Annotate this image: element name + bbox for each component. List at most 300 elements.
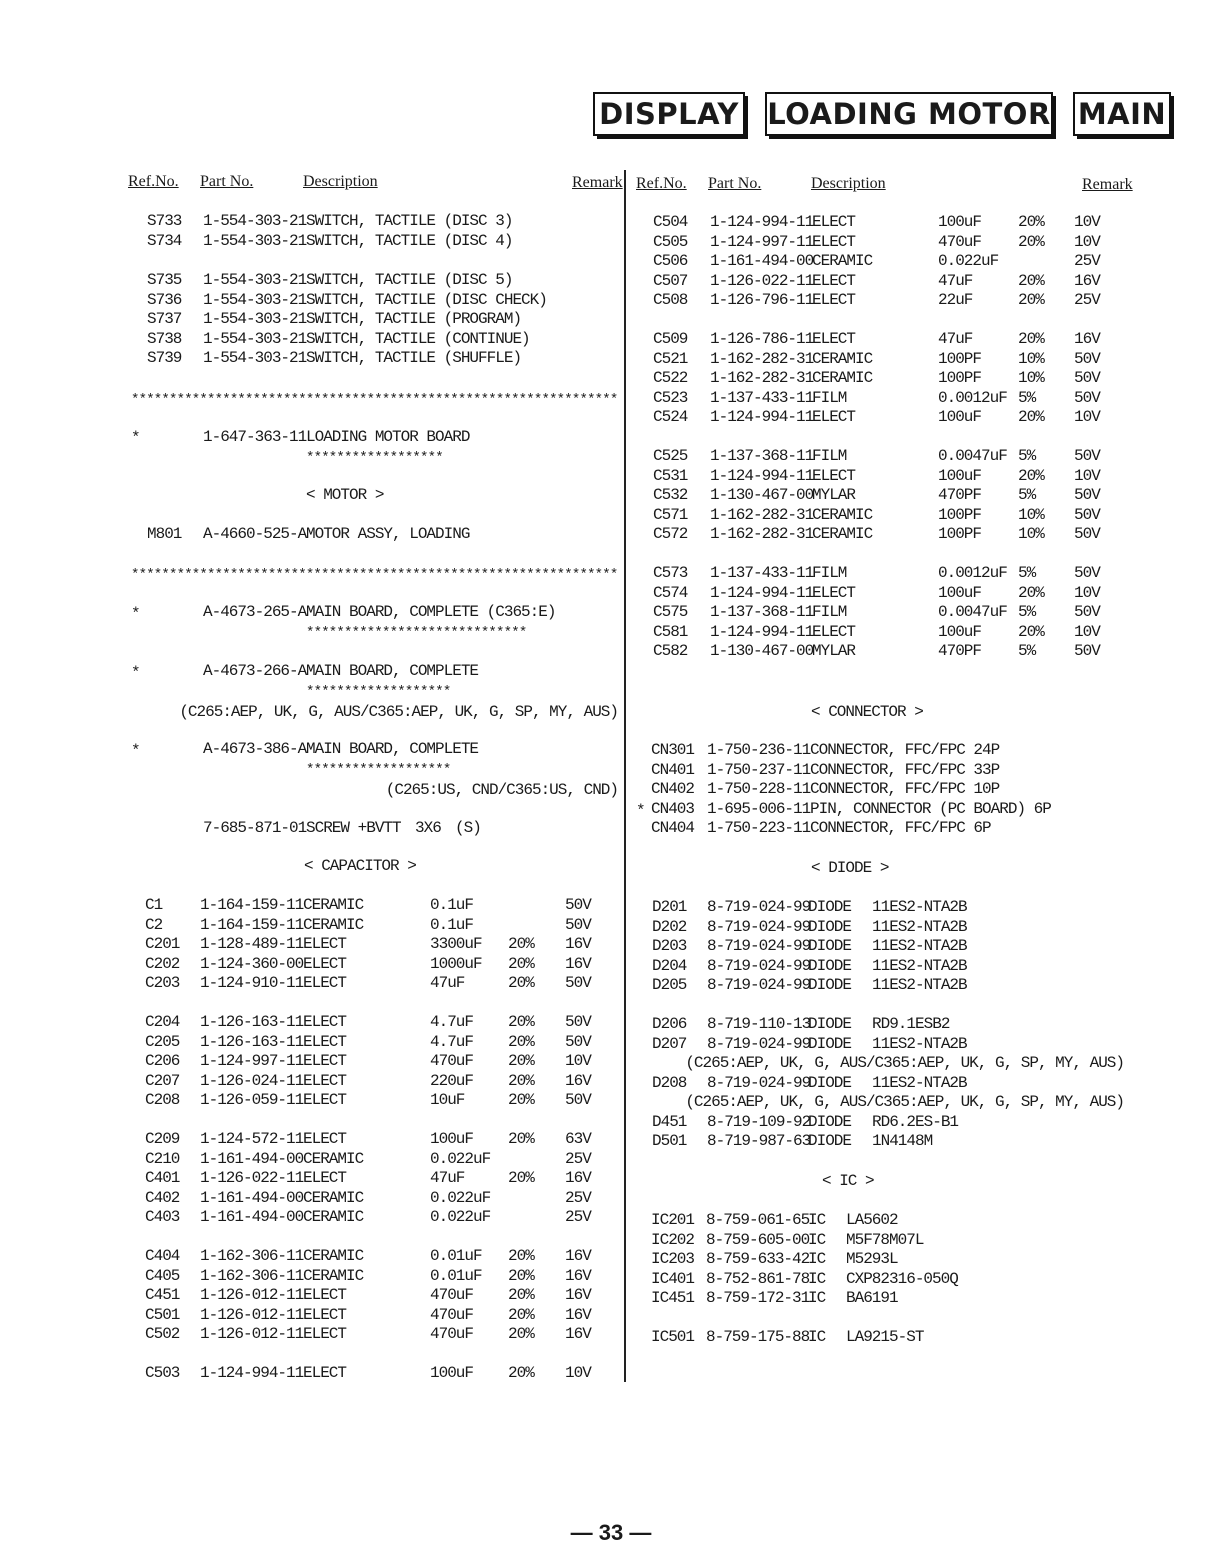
cap-value: 0.022uF (430, 1208, 491, 1226)
cap-voltage: 10V (565, 1364, 591, 1382)
cap-value: 100PF (938, 349, 982, 368)
cap-tolerance: 20% (508, 954, 534, 973)
cap-value: 0.01uF (430, 1266, 482, 1285)
cap-voltage: 50V (1074, 447, 1100, 465)
part-no: A-4673-386-A (203, 740, 307, 758)
ic-type: IC (808, 1269, 826, 1288)
ref-no: C205 (145, 1032, 180, 1051)
cap-value: 100uF (938, 213, 982, 231)
new-part-mark: * (636, 801, 645, 820)
board-stars: ******************* (306, 684, 451, 700)
part-no: 1-554-303-21 (203, 232, 307, 250)
cap-voltage: 25V (565, 1149, 591, 1168)
part-no: 1-161-494-00 (200, 1188, 304, 1207)
ref-no: C509 (653, 330, 688, 348)
part-no: 7-685-871-01 (203, 819, 307, 837)
part-no: 1-137-433-11 (710, 388, 814, 407)
ref-no: D203 (652, 937, 687, 955)
separator-stars: **************************************************************** (131, 567, 618, 583)
part-no: 8-719-110-13 (707, 1015, 811, 1033)
part-no: 1-162-306-11 (200, 1247, 304, 1265)
cap-tolerance: 20% (1018, 232, 1044, 251)
ic-name: CXP82316-050Q (846, 1269, 958, 1288)
part-no: 1-162-306-11 (200, 1266, 304, 1285)
cap-voltage: 16V (1074, 271, 1100, 290)
diode-name: 11ES2-NTA2B (872, 1073, 967, 1092)
part-no: 1-161-494-00 (200, 1208, 304, 1226)
cap-type: CERAMIC (812, 525, 873, 543)
cap-type: CERAMIC (303, 1208, 364, 1226)
new-part-mark: * (131, 664, 140, 682)
diode-type: DIODE (808, 1034, 852, 1053)
cap-tolerance: 20% (508, 974, 534, 992)
ref-no: IC501 (651, 1328, 695, 1346)
ref-no: S736 (147, 291, 182, 309)
ref-no: C581 (653, 622, 688, 641)
separator-stars: **************************************************************** (131, 392, 618, 408)
ic-type: IC (808, 1289, 826, 1307)
diode-name: 11ES2-NTA2B (872, 976, 967, 994)
cap-voltage: 50V (565, 1091, 591, 1109)
part-no: 1-162-282-31 (710, 505, 814, 524)
diode-type: DIODE (808, 1132, 852, 1150)
ic-type: IC (808, 1328, 826, 1346)
cap-tolerance: 10% (1018, 525, 1044, 543)
ref-no: C402 (145, 1188, 180, 1207)
cap-type: ELECT (303, 1032, 347, 1051)
ref-no: C575 (653, 603, 688, 621)
part-no: 8-719-024-99 (707, 937, 811, 955)
ref-no: D207 (652, 1034, 687, 1053)
ic-name: LA5602 (846, 1211, 898, 1229)
part-no: 1-126-059-11 (200, 1091, 304, 1109)
ref-no: IC203 (651, 1250, 695, 1268)
ref-no: CN404 (651, 819, 695, 837)
description: SWITCH, TACTILE (SHUFFLE) (306, 349, 522, 367)
part-no: 1-124-994-11 (710, 213, 814, 231)
ref-no: CN403 (651, 799, 695, 818)
cap-voltage: 50V (1074, 642, 1100, 660)
part-no: 1-124-994-11 (200, 1364, 304, 1382)
ref-no: C572 (653, 525, 688, 543)
part-no: 1-695-006-11 (707, 799, 811, 818)
part-no: 8-719-024-99 (707, 1034, 811, 1053)
cap-voltage: 10V (1074, 232, 1100, 251)
description: MAIN BOARD, COMPLETE (306, 662, 479, 680)
ref-no: C522 (653, 369, 688, 387)
ic-name: M5F78M07L (846, 1230, 924, 1249)
cap-tolerance: 20% (508, 1032, 534, 1051)
ref-no: S738 (147, 330, 182, 348)
part-no: 1-554-303-21 (203, 310, 307, 328)
ref-no: C521 (653, 349, 688, 368)
cap-voltage: 16V (565, 1247, 591, 1265)
part-no: 1-164-159-11 (200, 896, 304, 914)
ref-no: C203 (145, 974, 180, 992)
cap-tolerance: 20% (508, 1247, 534, 1265)
part-no: 1-554-303-21 (203, 291, 307, 309)
description: CONNECTOR, FFC/FPC 24P (810, 741, 1000, 759)
cap-value: 4.7uF (430, 1032, 474, 1051)
ref-no: C206 (145, 1052, 180, 1070)
part-no: 1-124-572-11 (200, 1130, 304, 1148)
cap-type: FILM (812, 564, 847, 582)
cap-tolerance: 5% (1018, 603, 1036, 621)
cap-value: 22uF (938, 291, 973, 309)
cap-value: 100uF (938, 583, 982, 602)
cap-value: 3300uF (430, 935, 482, 953)
cap-type: CERAMIC (303, 1188, 364, 1207)
part-no: 1-137-433-11 (710, 564, 814, 582)
ref-no: IC451 (651, 1289, 695, 1307)
cap-tolerance: 20% (1018, 271, 1044, 290)
part-no: 1-124-994-11 (710, 466, 814, 485)
cap-tolerance: 20% (1018, 291, 1044, 309)
ref-no: C502 (145, 1325, 180, 1343)
ref-no: S733 (147, 212, 182, 230)
cap-type: ELECT (812, 583, 856, 602)
ref-no: S739 (147, 349, 182, 367)
ref-no: D208 (652, 1073, 687, 1092)
cap-value: 470PF (938, 642, 982, 660)
cap-tolerance: 20% (508, 1013, 534, 1031)
cap-value: 0.1uF (430, 896, 474, 914)
cap-voltage: 50V (1074, 349, 1100, 368)
cap-voltage: 16V (565, 1169, 591, 1187)
description: CONNECTOR, FFC/FPC 6P (810, 819, 991, 837)
cap-value: 470uF (430, 1052, 474, 1070)
cap-voltage: 16V (565, 954, 591, 973)
diode-name: 11ES2-NTA2B (872, 1034, 967, 1053)
ref-no: C208 (145, 1091, 180, 1109)
ref-no: C532 (653, 486, 688, 504)
description: SWITCH, TACTILE (CONTINUE) (306, 330, 530, 348)
part-no: 8-759-172-31 (706, 1289, 810, 1307)
cap-value: 47uF (430, 1169, 465, 1187)
part-no: 8-719-987-63 (707, 1132, 811, 1150)
ref-no: C504 (653, 213, 688, 231)
ref-no: IC401 (651, 1269, 695, 1288)
cap-type: CERAMIC (303, 1149, 364, 1168)
part-no: 1-162-282-31 (710, 369, 814, 387)
cap-voltage: 10V (1074, 583, 1100, 602)
part-no: 1-554-303-21 (203, 330, 307, 348)
description: PIN, CONNECTOR (PC BOARD) 6P (810, 799, 1051, 818)
cap-voltage: 50V (565, 896, 591, 914)
cap-type: ELECT (812, 271, 856, 290)
part-no: 8-759-605-00 (706, 1230, 810, 1249)
new-part-mark: * (131, 605, 140, 623)
cap-voltage: 16V (565, 1071, 591, 1090)
diode-type: DIODE (808, 1015, 852, 1033)
ref-no: C210 (145, 1149, 180, 1168)
part-no: 1-126-012-11 (200, 1305, 304, 1324)
part-no: 1-124-910-11 (200, 974, 304, 992)
diode-type: DIODE (808, 1112, 852, 1131)
cap-type: CERAMIC (303, 915, 364, 934)
cap-type: CERAMIC (303, 896, 364, 914)
ref-no: C405 (145, 1266, 180, 1285)
cap-tolerance: 5% (1018, 388, 1036, 407)
header-ref-no: Ref.No. (128, 173, 179, 190)
cap-value: 0.0012uF (938, 564, 1007, 582)
cap-tolerance: 5% (1018, 486, 1036, 504)
cap-value: 100PF (938, 525, 982, 543)
part-no: 1-130-467-00 (710, 486, 814, 504)
cap-type: MYLAR (812, 486, 856, 504)
ref-no: CN401 (651, 760, 695, 779)
diode-type: DIODE (808, 917, 852, 936)
cap-voltage: 50V (565, 915, 591, 934)
ref-no: C1 (145, 896, 163, 914)
cap-voltage: 16V (565, 1305, 591, 1324)
cap-value: 47uF (938, 271, 973, 290)
cap-voltage: 63V (565, 1130, 591, 1148)
screw-suffix: (S) (455, 819, 481, 837)
ref-no: C523 (653, 388, 688, 407)
part-no: 8-752-861-78 (706, 1269, 810, 1288)
description: MAIN BOARD, COMPLETE (C365:E) (306, 603, 556, 621)
cap-type: ELECT (303, 1130, 347, 1148)
cap-tolerance: 20% (508, 1364, 534, 1382)
part-no: 1-162-282-31 (710, 349, 814, 368)
part-no: 1-126-163-11 (200, 1032, 304, 1051)
part-no: A-4673-266-A (203, 662, 307, 680)
ref-no: C451 (145, 1286, 180, 1304)
cap-voltage: 25V (565, 1208, 591, 1226)
column-divider (624, 170, 626, 1382)
board-stars: ******************* (306, 762, 451, 778)
cap-type: ELECT (812, 466, 856, 485)
cap-type: FILM (812, 603, 847, 621)
part-no: 1-128-489-11 (200, 935, 304, 953)
cap-value: 0.0012uF (938, 388, 1007, 407)
description: SWITCH, TACTILE (PROGRAM) (306, 310, 522, 328)
cap-tolerance: 20% (1018, 408, 1044, 426)
header-remark-right: Remark (1082, 176, 1133, 193)
cap-tolerance: 20% (1018, 622, 1044, 641)
cap-tolerance: 10% (1018, 349, 1044, 368)
ref-no: IC201 (651, 1211, 695, 1229)
part-no: 1-750-237-11 (707, 760, 811, 779)
description: SWITCH, TACTILE (DISC 3) (306, 212, 513, 230)
cap-type: ELECT (812, 330, 856, 348)
ref-no: C503 (145, 1364, 180, 1382)
diode-name: 11ES2-NTA2B (872, 917, 967, 936)
cap-type: MYLAR (812, 642, 856, 660)
header-part-no: Part No. (200, 173, 254, 190)
part-no: 1-124-997-11 (200, 1052, 304, 1070)
cap-voltage: 16V (565, 1286, 591, 1304)
cap-type: ELECT (303, 1091, 347, 1109)
ref-no: C403 (145, 1208, 180, 1226)
cap-voltage: 25V (1074, 252, 1100, 270)
ic-type: IC (808, 1250, 826, 1268)
header-remark: Remark (572, 174, 623, 191)
description: SWITCH, TACTILE (DISC CHECK) (306, 291, 547, 309)
ref-no: C204 (145, 1013, 180, 1031)
part-no: 1-126-012-11 (200, 1286, 304, 1304)
part-no: 1-124-994-11 (710, 408, 814, 426)
part-no: 1-124-360-00 (200, 954, 304, 973)
cap-tolerance: 20% (508, 1325, 534, 1343)
tab-display: DISPLAY (593, 92, 745, 136)
part-no: 1-162-282-31 (710, 525, 814, 543)
ref-no: C404 (145, 1247, 180, 1265)
cap-value: 0.0047uF (938, 603, 1007, 621)
description: CONNECTOR, FFC/FPC 10P (810, 780, 1000, 798)
part-no: 1-137-368-11 (710, 447, 814, 465)
cap-tolerance: 20% (508, 935, 534, 953)
part-no: A-4660-525-A (203, 525, 307, 543)
cap-type: CERAMIC (303, 1266, 364, 1285)
cap-tolerance: 5% (1018, 642, 1036, 660)
ref-no: S735 (147, 271, 182, 289)
description: MOTOR ASSY, LOADING (306, 525, 470, 543)
ref-no: D201 (652, 898, 687, 916)
cap-type: ELECT (303, 1364, 347, 1382)
cap-type: ELECT (812, 291, 856, 309)
ref-no: D204 (652, 956, 687, 975)
ref-no: S734 (147, 232, 182, 250)
ic-name: BA6191 (846, 1289, 898, 1307)
ref-no: C531 (653, 466, 688, 485)
ref-no: C573 (653, 564, 688, 582)
part-no: 8-719-024-99 (707, 917, 811, 936)
cap-voltage: 50V (565, 1032, 591, 1051)
cap-value: 100PF (938, 505, 982, 524)
cap-tolerance: 20% (508, 1266, 534, 1285)
ic-name: M5293L (846, 1250, 898, 1268)
cap-type: CERAMIC (812, 369, 873, 387)
ref-no: C209 (145, 1130, 180, 1148)
screw-size: 3X6 (415, 819, 441, 837)
diode-type: DIODE (808, 898, 852, 916)
cap-value: 470uF (430, 1286, 474, 1304)
new-part-mark: * (131, 429, 140, 447)
cap-voltage: 50V (1074, 486, 1100, 504)
cap-tolerance: 5% (1018, 564, 1036, 582)
part-no: 1-124-994-11 (710, 622, 814, 641)
cap-value: 47uF (430, 974, 465, 992)
diode-type: DIODE (808, 956, 852, 975)
cap-tolerance: 10% (1018, 505, 1044, 524)
part-no: 8-719-024-99 (707, 898, 811, 916)
cap-type: ELECT (303, 1325, 347, 1343)
board-stars: ****************** (306, 450, 443, 466)
cap-value: 0.0047uF (938, 447, 1007, 465)
ref-no: C202 (145, 954, 180, 973)
cap-type: ELECT (303, 1286, 347, 1304)
part-no: 8-719-109-92 (707, 1112, 811, 1131)
part-no: 1-126-796-11 (710, 291, 814, 309)
section-heading-connector: < CONNECTOR > (811, 703, 923, 721)
cap-type: ELECT (303, 974, 347, 992)
part-no: 1-161-494-00 (710, 252, 814, 270)
header-part-no-right: Part No. (708, 175, 762, 192)
part-no: 1-647-363-11 (203, 428, 307, 446)
cap-tolerance: 20% (508, 1091, 534, 1109)
part-no: 8-719-024-99 (707, 956, 811, 975)
ref-no: C507 (653, 271, 688, 290)
tab-loading-motor: LOADING MOTOR (765, 92, 1053, 136)
cap-value: 47uF (938, 330, 973, 348)
part-no: 1-554-303-21 (203, 349, 307, 367)
cap-type: CERAMIC (812, 349, 873, 368)
cap-voltage: 10V (1074, 622, 1100, 641)
cap-value: 470uF (430, 1305, 474, 1324)
cap-value: 470uF (430, 1325, 474, 1343)
cap-value: 220uF (430, 1071, 474, 1090)
part-no: 1-126-012-11 (200, 1325, 304, 1343)
board-stars: ***************************** (306, 625, 527, 641)
part-no: 1-126-024-11 (200, 1071, 304, 1090)
cap-voltage: 50V (1074, 388, 1100, 407)
page-number: — 33 — (570, 1520, 652, 1545)
diode-name: 11ES2-NTA2B (872, 937, 967, 955)
section-heading-diode: < DIODE > (811, 859, 889, 877)
cap-value: 0.022uF (430, 1188, 491, 1207)
ref-no: S737 (147, 310, 182, 328)
cap-value: 0.01uF (430, 1247, 482, 1265)
part-no: 1-126-786-11 (710, 330, 814, 348)
diode-name: RD6.2ES-B1 (872, 1112, 959, 1131)
part-no: 1-126-022-11 (710, 271, 814, 290)
cap-voltage: 16V (565, 1266, 591, 1285)
ic-type: IC (808, 1211, 826, 1229)
cap-type: ELECT (812, 213, 856, 231)
diode-type: DIODE (808, 976, 852, 994)
cap-value: 4.7uF (430, 1013, 474, 1031)
destination-note: (C265:US, CND/C365:US, CND) (385, 781, 618, 799)
header-ref-no-right: Ref.No. (636, 175, 687, 192)
cap-tolerance: 20% (1018, 466, 1044, 485)
part-no: 8-719-024-99 (707, 1073, 811, 1092)
cap-voltage: 16V (1074, 330, 1100, 348)
cap-type: ELECT (812, 232, 856, 251)
ref-no: C571 (653, 505, 688, 524)
ref-no: C201 (145, 935, 180, 953)
ref-no: C524 (653, 408, 688, 426)
cap-tolerance: 20% (508, 1169, 534, 1187)
cap-voltage: 50V (565, 974, 591, 992)
cap-type: ELECT (303, 954, 347, 973)
ref-no: C2 (145, 915, 163, 934)
cap-tolerance: 20% (508, 1071, 534, 1090)
ic-name: LA9215-ST (846, 1328, 924, 1346)
cap-value: 100uF (430, 1130, 474, 1148)
cap-voltage: 16V (565, 1325, 591, 1343)
diode-name: RD9.1ESB2 (872, 1015, 950, 1033)
cap-value: 100uF (938, 466, 982, 485)
part-no: 1-164-159-11 (200, 915, 304, 934)
description: MAIN BOARD, COMPLETE (306, 740, 479, 758)
ref-no: C401 (145, 1169, 180, 1187)
cap-value: 100PF (938, 369, 982, 387)
diode-type: DIODE (808, 1073, 852, 1092)
destination-note: (C265:AEP, UK, G, AUS/C365:AEP, UK, G, SP, MY, AUS) (685, 1054, 1124, 1072)
ref-no: D205 (652, 976, 687, 994)
cap-voltage: 50V (1074, 369, 1100, 387)
ic-type: IC (808, 1230, 826, 1249)
ref-no: C508 (653, 291, 688, 309)
diode-type: DIODE (808, 937, 852, 955)
cap-value: 0.022uF (430, 1149, 491, 1168)
cap-type: FILM (812, 388, 847, 407)
cap-value: 470PF (938, 486, 982, 504)
cap-tolerance: 20% (508, 1052, 534, 1070)
description: LOADING MOTOR BOARD (306, 428, 470, 446)
